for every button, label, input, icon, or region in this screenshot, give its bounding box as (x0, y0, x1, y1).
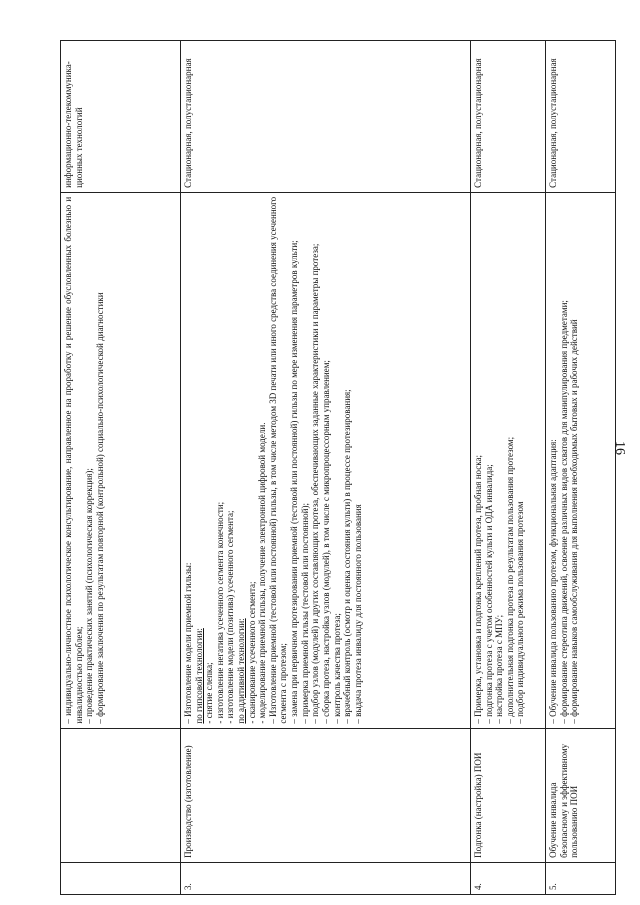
stage-content (61, 192, 181, 728)
table-row (546, 41, 616, 895)
content-line: – подгонка протеза с учетом особенностей культи и ОДА инвалида; (483, 464, 494, 724)
content-line: по аддитивной технологии: (236, 618, 247, 724)
content-line: – сборка протеза, настройка узлов (модулей), в том числе с микропроцессорным управлением; (320, 360, 331, 724)
content-line: - изготовление негатива усеченного сегмента конечности; (214, 501, 225, 724)
row-number: 3. (181, 862, 471, 894)
content-line: – настройка протеза с МПУ; (494, 614, 505, 724)
content-line: – индивидуально-личностное психологическое консультирование, направленное на проработку и решение обусловленных болезнью и инвалидностью проблем; (63, 196, 84, 724)
content-line: – замена при первичном протезировании приемной (тестовой или постоянной) гильзы по мере изменения параметров культи; (289, 240, 300, 724)
content-line: – врачебный контроль (осмотр и оценка состояния культи) в процессе протезирования; (342, 389, 353, 724)
content-line: – выдача протеза инвалиду для постоянного пользования (352, 504, 363, 724)
stage-name: Обучение инвалида безопасному и эффективному пользованию ПОИ (546, 728, 616, 862)
content-line: – подбор индивидуального режима пользования протезом (515, 501, 526, 724)
service-form: Стационарная, полустационарная (181, 41, 471, 193)
content-line: – проведение практических занятий (психологическая коррекция); (84, 468, 95, 724)
stage-content (546, 192, 616, 728)
service-form: Стационарная, полустационарная (546, 41, 616, 193)
table-row (181, 41, 471, 895)
stage-content (471, 192, 546, 728)
content-line: – Изготовление приемной (тестовой или постоянной) гильзы, в том числе методом 3D печати или иного средства соединения усеченного сегмента с протезом; (267, 196, 289, 724)
stage-name: Производство (изготовление) (181, 728, 471, 862)
page-number: 16 (612, 441, 627, 455)
content-line: – Обучение инвалида пользованию протезом, функциональная адаптация: (548, 439, 558, 724)
service-form: информационно-телекоммуника-ционных технологий (61, 41, 181, 193)
content-line: – дополнительная подгонка протеза по результатам пользования протезом; (504, 436, 515, 724)
content-line: – примерка приемной гильзы (тестовой или постоянной); (299, 503, 310, 724)
content-line: – Примерка, установка и подгонка креплений протеза, пробная носка; (473, 455, 483, 724)
content-line: – формирование навыков самообслуживания для выполнения необходимых бытовых и рабочих действий (569, 319, 580, 724)
row-number: 4. (471, 862, 546, 894)
content-line: по гипсовой технологии: (193, 628, 204, 724)
service-form: Стационарная, полустационарная (471, 41, 546, 193)
table-body (61, 41, 616, 895)
table-row (61, 41, 181, 895)
stage-name (61, 728, 181, 862)
content-line: – Изготовление модели приемной гильзы: (183, 562, 193, 724)
table-row (471, 41, 546, 895)
row-number: 5. (546, 862, 616, 894)
content-line: – формирование стереотипа движений, освоение различных видов схватов для манипулирования предметами; (558, 300, 569, 724)
content-line: – контроль качества протеза; (331, 613, 342, 724)
content-line: - изготовление модели (позитива) усеченного сегмента; (225, 510, 236, 724)
rotated-page (60, 40, 605, 895)
content-line: – подбор узлов (модулей) и других составляющих протеза, обеспечивающих заданные характеристики и параметры протеза; (310, 243, 321, 724)
stage-name: Подгонка (настройка) ПОИ (471, 728, 546, 862)
content-line: - сканирование усеченного сегмента; (246, 581, 257, 724)
content-line: - снятие слепка; (204, 662, 215, 724)
services-table (60, 40, 616, 895)
stage-content (181, 192, 471, 728)
content-line: – формирование заключения по результатам повторной (контрольной) социально-психологической диагностики (94, 292, 105, 724)
row-number (61, 862, 181, 894)
content-line: - моделирование приемной гильзы, получение электронной цифровой модели. (257, 422, 268, 724)
